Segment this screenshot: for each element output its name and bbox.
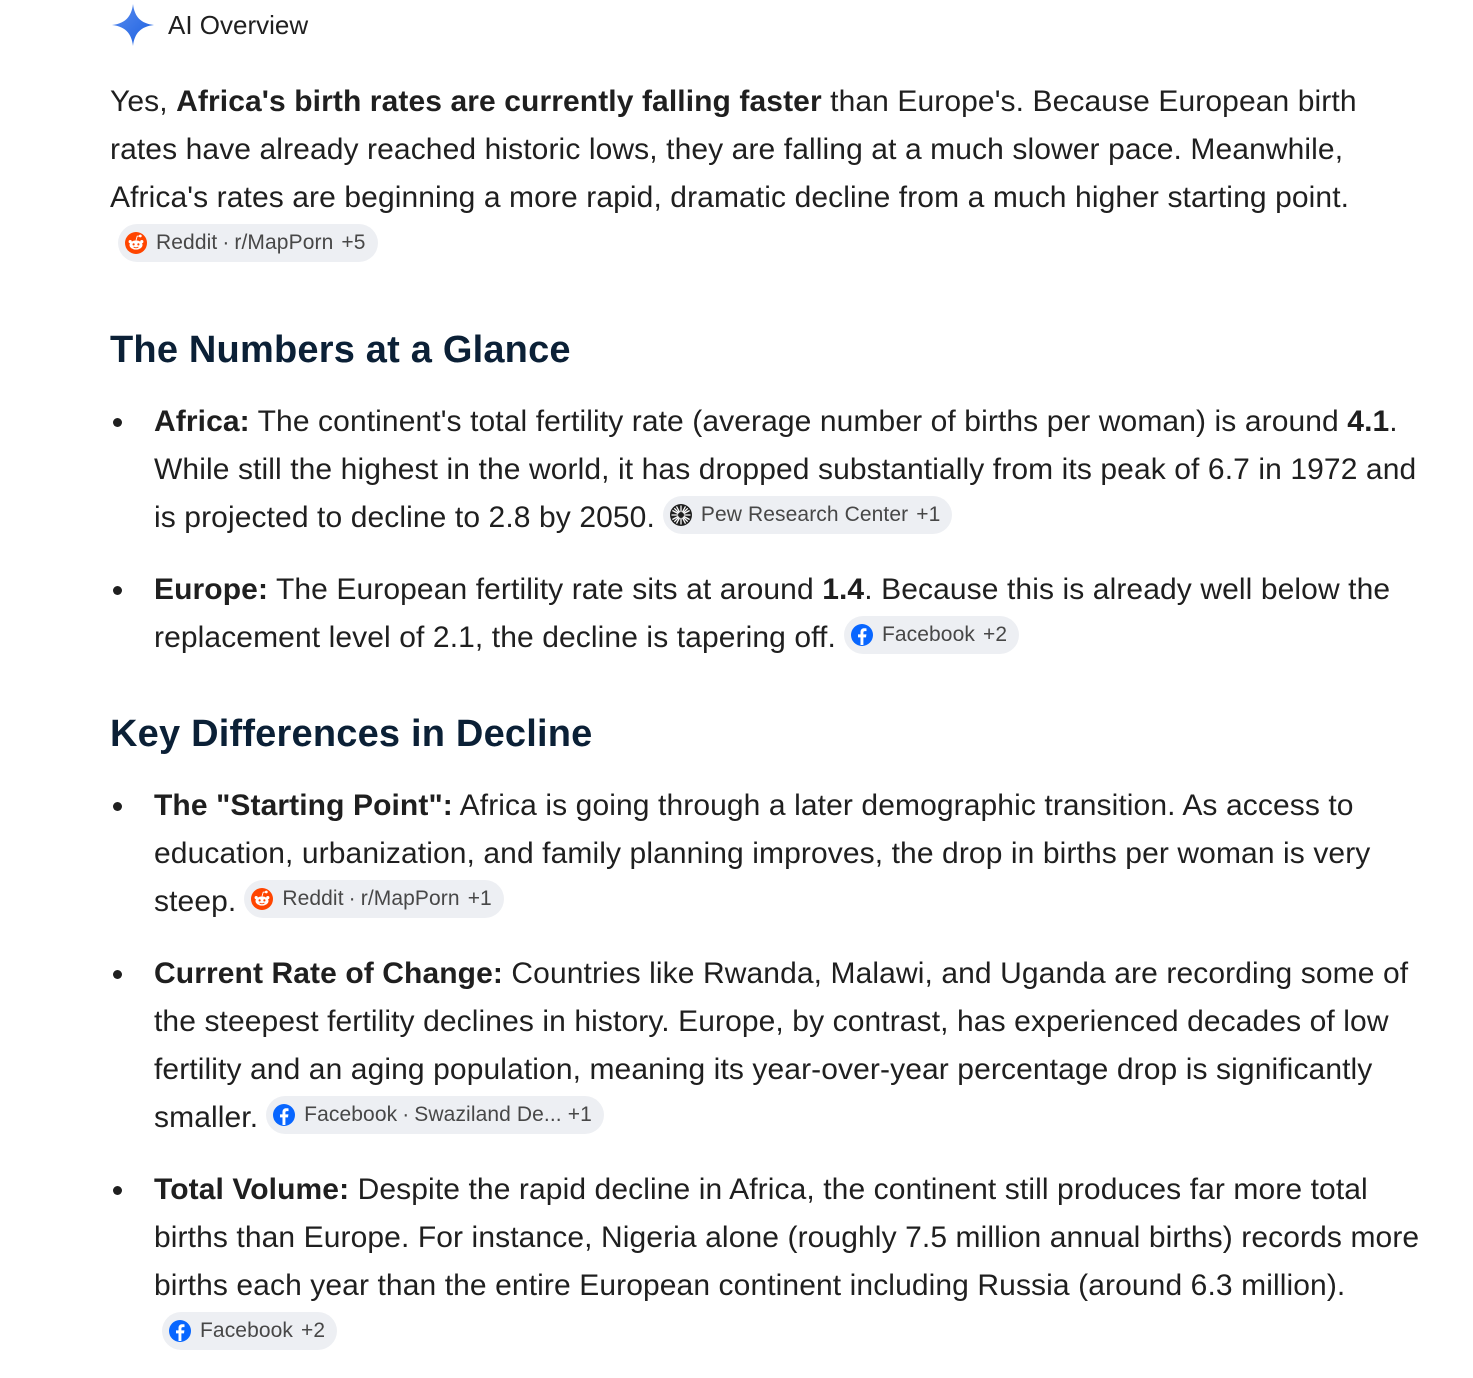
reddit-icon (124, 231, 148, 255)
item-label: Africa: (154, 405, 250, 438)
chip-source-name: Facebook (304, 1103, 398, 1127)
chip-separator: · (348, 887, 356, 911)
chip-source-name: Reddit (156, 231, 218, 255)
ai-overview-title: AI Overview (168, 9, 309, 40)
list-item-africa (110, 398, 1420, 542)
item-text: . Because this is already well below the replacement level of 2.1, the decline is tapering off. (154, 573, 1391, 654)
chip-source-name: Pew Research Center (700, 503, 909, 527)
chip-sub-name: Swaziland De... (414, 1103, 562, 1127)
facebook-icon (850, 623, 874, 647)
chip-more-count: +1 (567, 1103, 592, 1127)
item-label: Europe: (154, 573, 269, 606)
bottom-fade (0, 1362, 1473, 1378)
intro-paragraph (110, 78, 1420, 270)
chip-separator: · (402, 1103, 410, 1127)
item-text: Africa is going through a later demographic transition. As access to education, urbanization, and family planning improves, the drop in births per woman is very steep. (154, 789, 1371, 918)
item-label: The "Starting Point": (154, 789, 453, 822)
facebook-icon (168, 1319, 192, 1343)
source-chip-pew[interactable] (663, 496, 952, 534)
chip-more-count: +2 (301, 1319, 326, 1343)
numbers-list (110, 398, 1420, 662)
chip-sub-name: r/MapPorn (234, 231, 334, 255)
intro-text-2: than Europe's. Because European birth rates have already reached historic lows, they are falling at a much slower pace. Meanwhile, Africa's rates are beginning a more rapid, dramatic decline from a much higher starting point. (110, 85, 1357, 214)
chip-more-count: +1 (916, 503, 941, 527)
item-label: Total Volume: (154, 1173, 350, 1206)
item-text: The European fertility rate sits at around (268, 573, 823, 606)
differences-list (110, 782, 1420, 1358)
ai-overview-header (110, 2, 308, 48)
chip-source-name: Reddit (282, 887, 344, 911)
source-chip-facebook[interactable] (162, 1312, 337, 1350)
facebook-icon (272, 1103, 296, 1127)
item-label: Current Rate of Change: (154, 957, 503, 990)
section-heading-differences: Key Differences in Decline (110, 713, 593, 755)
source-chip-reddit[interactable] (118, 224, 378, 262)
intro-text-1: Yes, (110, 85, 177, 118)
list-item-total-volume (110, 1166, 1420, 1358)
chip-more-count: +2 (982, 623, 1008, 647)
source-chip-facebook[interactable] (844, 616, 1019, 654)
intro-bold: Africa's birth rates are currently falling faster (176, 85, 822, 118)
list-item-starting-point (110, 782, 1420, 926)
overview-content (110, 78, 1420, 1358)
item-text: Countries like Rwanda, Malawi, and Uganda are recording some of the steepest fertility declines in history. Europe, by contrast, has experienced decades of low fertility and an aging population, meaning its year-over-year percentage drop is significantly smaller. (154, 957, 1409, 1134)
item-text: . While still the highest in the world, it has dropped substantially from its peak of 6.7 in 1972 and is projected to decline to 2.8 by 2050. (154, 405, 1417, 534)
sparkle-icon (110, 2, 156, 48)
source-chip-facebook[interactable] (266, 1096, 604, 1134)
list-item-europe (110, 566, 1420, 662)
item-bold-value: 4.1 (1347, 405, 1390, 438)
chip-source-name: Facebook (881, 623, 975, 647)
pew-icon (669, 503, 693, 527)
item-text: The continent's total fertility rate (average number of births per woman) is around (249, 405, 1348, 438)
section-heading-numbers: The Numbers at a Glance (110, 329, 571, 371)
chip-sub-name: r/MapPorn (360, 887, 460, 911)
chip-more-count: +5 (341, 231, 366, 255)
reddit-icon (250, 887, 274, 911)
chip-source-name: Facebook (200, 1319, 294, 1343)
item-text: Despite the rapid decline in Africa, the continent still produces far more total births than Europe. For instance, Nigeria alone (roughly 7.5 million annual births) records more births each year than the entire European continent including Russia (around 6.3 million). (154, 1173, 1420, 1302)
item-bold-value: 1.4 (822, 573, 865, 606)
chip-separator: · (222, 231, 230, 255)
list-item-rate-of-change (110, 950, 1420, 1142)
chip-more-count: +1 (467, 887, 492, 911)
source-chip-reddit[interactable] (244, 880, 504, 918)
